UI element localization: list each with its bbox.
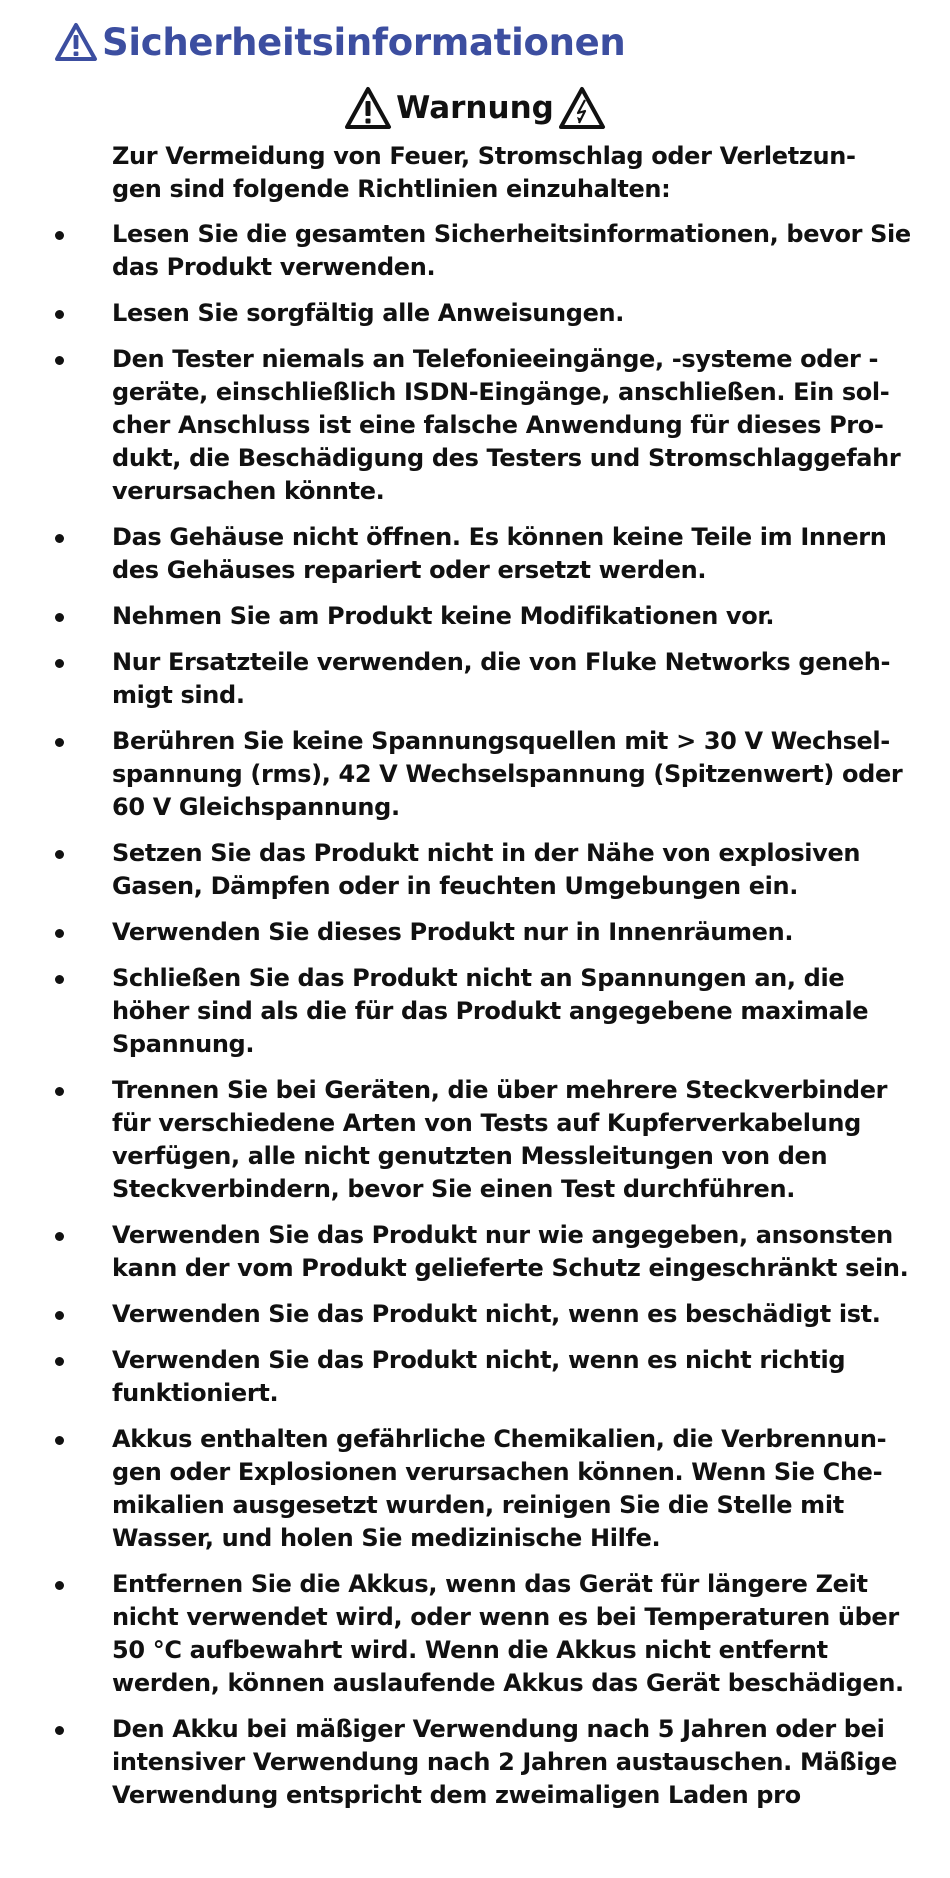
bullet-line: Nehmen Sie am Produkt keine Modifikationen vor. [112, 602, 775, 630]
bullet-line: Akkus enthalten gefährliche Chemikalien, die Verbrennun- [112, 1425, 887, 1453]
bullet-line: geräte, einschließlich ISDN-Eingänge, anschließen. Ein sol- [112, 378, 890, 406]
bullet-text [112, 1423, 887, 1555]
bullet-text [112, 1074, 888, 1206]
list-item [0, 725, 950, 824]
bullet-line: Nur Ersatzteile verwenden, die von Fluke Networks geneh- [112, 648, 891, 676]
bullet-line: Verwenden Sie das Produkt nicht, wenn es beschädigt ist. [112, 1300, 881, 1328]
list-item [0, 1219, 950, 1285]
warning-triangle-icon [344, 86, 392, 130]
bullet-text [112, 1713, 897, 1812]
bullet-line: Den Akku bei mäßiger Verwendung nach 5 Jahren oder bei [112, 1715, 885, 1743]
bullet-text [112, 646, 891, 712]
bullet-line: Verwenden Sie das Produkt nur wie angegeben, ansonsten [112, 1221, 893, 1249]
list-item [0, 1568, 950, 1700]
electrical-hazard-icon [558, 86, 606, 130]
bullet-text [112, 725, 903, 824]
bullet-dot-icon [55, 534, 64, 543]
bullet-line: werden, können auslaufende Akkus das Gerät beschädigen. [112, 1669, 904, 1697]
bullet-text [112, 1344, 872, 1410]
bullet-line: Verwendung entspricht dem zweimaligen Laden pro [112, 1781, 801, 1809]
bullet-line: Lesen Sie sorgfältig alle Anweisungen. [112, 299, 625, 327]
bullet-line: Setzen Sie das Produkt nicht in der Nähe von explosiven [112, 839, 861, 867]
list-item [0, 600, 950, 633]
bullet-dot-icon [55, 1087, 64, 1096]
bullet-text [112, 600, 872, 633]
bullet-dot-icon [55, 613, 64, 622]
page-title: Sicherheitsinformationen [102, 20, 626, 64]
list-item [0, 218, 950, 284]
bullet-line: für verschiedene Arten von Tests auf Kupferverkabelung [112, 1109, 861, 1137]
list-item [0, 343, 950, 508]
bullet-text [112, 916, 872, 949]
bullet-dot-icon [55, 1581, 64, 1590]
bullet-line: gen oder Explosionen verursachen können. Wenn Sie Che- [112, 1458, 883, 1486]
warning-heading [0, 86, 950, 130]
bullet-dot-icon [55, 975, 64, 984]
bullet-line: Lesen Sie die gesamten Sicherheitsinformationen, bevor Sie [112, 220, 911, 248]
bullet-dot-icon [55, 850, 64, 859]
list-item [0, 646, 950, 712]
bullet-line: Wasser, und holen Sie medizinische Hilfe. [112, 1524, 661, 1552]
bullet-dot-icon [55, 738, 64, 747]
list-item [0, 962, 950, 1061]
list-item [0, 297, 950, 330]
bullet-text [112, 1219, 909, 1285]
bullet-dot-icon [55, 1311, 64, 1320]
bullet-line: Das Gehäuse nicht öffnen. Es können keine Teile im Innern [112, 523, 887, 551]
bullet-dot-icon [55, 310, 64, 319]
bullet-line: nicht verwendet wird, oder wenn es bei Temperaturen über [112, 1603, 899, 1631]
section-heading [54, 22, 625, 62]
bullet-line: verursachen könnte. [112, 477, 385, 505]
bullet-line: Entfernen Sie die Akkus, wenn das Gerät für längere Zeit [112, 1570, 868, 1598]
bullet-line: funktioniert. [112, 1379, 279, 1407]
bullet-line: verfügen, alle nicht genutzten Messleitungen von den [112, 1142, 828, 1170]
bullet-line: intensiver Verwendung nach 2 Jahren austauschen. Mäßige [112, 1748, 897, 1776]
bullet-text [112, 837, 872, 903]
bullet-text [112, 218, 911, 284]
bullet-line: des Gehäuses repariert oder ersetzt werden. [112, 556, 707, 584]
list-item [0, 837, 950, 903]
bullet-text [112, 297, 872, 330]
bullet-dot-icon [55, 929, 64, 938]
list-item [0, 1713, 950, 1812]
list-item [0, 1074, 950, 1206]
bullet-dot-icon [55, 1232, 64, 1241]
list-item [0, 1298, 950, 1331]
bullet-line: Trennen Sie bei Geräten, die über mehrere Steckverbinder [112, 1076, 888, 1104]
bullet-line: höher sind als die für das Produkt angegebene maximale [112, 997, 869, 1025]
bullet-line: Verwenden Sie das Produkt nicht, wenn es nicht richtig [112, 1346, 846, 1374]
bullet-dot-icon [55, 1726, 64, 1735]
warning-triangle-icon [54, 22, 98, 62]
bullet-line: Berühren Sie keine Spannungsquellen mit > 30 V Wechsel- [112, 727, 890, 755]
intro-line: gen sind folgende Richtlinien einzuhalten: [112, 175, 671, 203]
list-item [0, 1423, 950, 1555]
bullet-dot-icon [55, 659, 64, 668]
bullet-text [112, 521, 887, 587]
bullet-line: das Produkt verwenden. [112, 253, 436, 281]
bullet-line: mikalien ausgesetzt wurden, reinigen Sie die Stelle mit [112, 1491, 844, 1519]
bullet-line: Den Tester niemals an Telefonieeingänge, -systeme oder - [112, 345, 879, 373]
bullet-text [112, 1568, 904, 1700]
intro-text [112, 140, 856, 206]
bullet-text [112, 1298, 881, 1331]
bullet-dot-icon [55, 1357, 64, 1366]
intro-line: Zur Vermeidung von Feuer, Stromschlag oder Verletzun- [112, 142, 856, 170]
bullet-line: Verwenden Sie dieses Produkt nur in Innenräumen. [112, 918, 794, 946]
bullet-line: 50 °C aufbewahrt wird. Wenn die Akkus nicht entfernt [112, 1636, 828, 1664]
bullet-line: Spannung. [112, 1030, 255, 1058]
bullet-text [112, 343, 901, 508]
bullet-line: kann der vom Produkt gelieferte Schutz eingeschränkt sein. [112, 1254, 909, 1282]
list-item [0, 916, 950, 949]
bullet-dot-icon [55, 1436, 64, 1445]
bullet-line: Schließen Sie das Produkt nicht an Spannungen an, die [112, 964, 845, 992]
bullet-dot-icon [55, 356, 64, 365]
bullet-dot-icon [55, 231, 64, 240]
list-item [0, 521, 950, 587]
bullet-line: Steckverbindern, bevor Sie einen Test durchführen. [112, 1175, 795, 1203]
warning-label: Warnung [396, 89, 554, 126]
bullet-line: 60 V Gleichspannung. [112, 793, 400, 821]
bullet-line: cher Anschluss ist eine falsche Anwendung für dieses Pro- [112, 411, 884, 439]
bullet-text [112, 962, 872, 1061]
bullet-line: Gasen, Dämpfen oder in feuchten Umgebungen ein. [112, 872, 799, 900]
list-item [0, 1344, 950, 1410]
bullet-line: spannung (rms), 42 V Wechselspannung (Spitzenwert) oder [112, 760, 903, 788]
bullet-line: dukt, die Beschädigung des Testers und Stromschlaggefahr [112, 444, 901, 472]
bullet-line: migt sind. [112, 681, 245, 709]
safety-bullet-list [0, 218, 950, 1825]
